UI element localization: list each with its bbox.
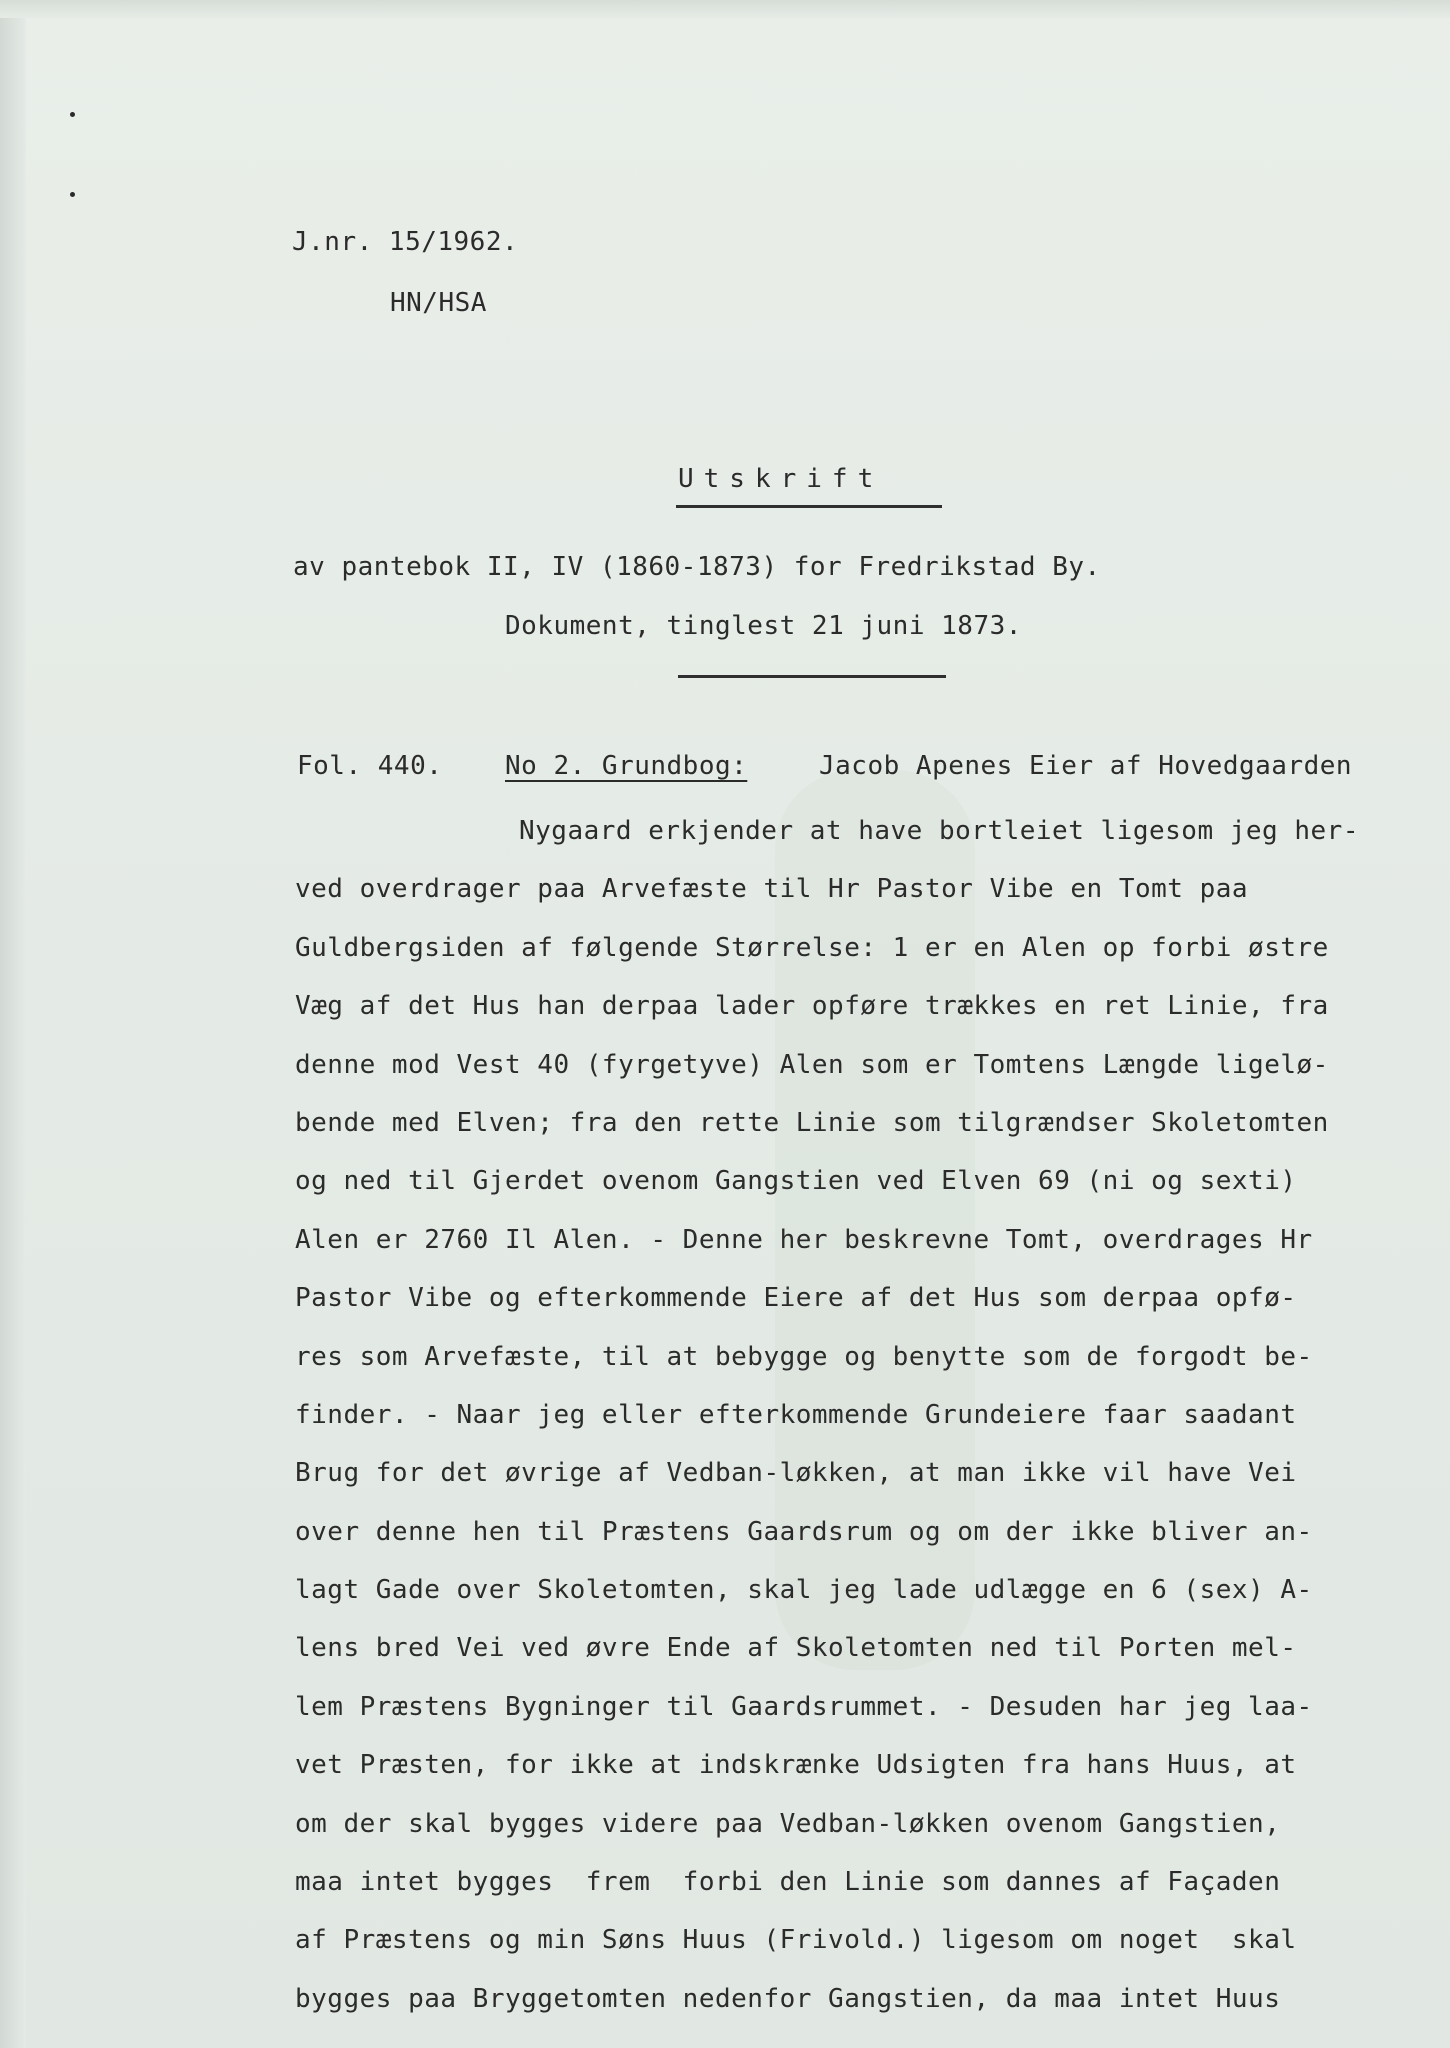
- entry-line: bende med Elven; fra den rette Linie som tilgrændser Skoletomten: [295, 1107, 1329, 1138]
- entry-line: Brug for det øvrige af Vedban-løkken, at man ikke vil have Vei: [295, 1458, 1297, 1489]
- punch-hole-mark: [70, 192, 75, 197]
- entry-line: lem Præstens Bygninger til Gaardsrummet. - Desuden har jeg laa-: [295, 1691, 1313, 1722]
- entry-line: finder. - Naar jeg eller efterkommende Grundeiere faar saadant: [295, 1399, 1297, 1430]
- entry-line: Guldbergsiden af følgende Størrelse: 1 er en Alen op forbi østre: [295, 932, 1329, 963]
- entry-body-text: [295, 802, 1435, 2028]
- subtitle-line-2: Dokument, tinglest 21 juni 1873.: [505, 611, 1022, 641]
- entry-line: lens bred Vei ved øvre Ende af Skoletomten ned til Porten mel-: [295, 1633, 1297, 1664]
- entry-line: res som Arvefæste, til at bebygge og benytte som de forgodt be-: [295, 1341, 1313, 1372]
- entry-line: Væg af det Hus han derpaa lader opføre trækkes en ret Linie, fra: [295, 991, 1329, 1022]
- entry-line: vet Præsten, for ikke at indskrænke Udsigten fra hans Huus, at: [295, 1750, 1297, 1781]
- journal-number: J.nr. 15/1962.: [292, 227, 519, 257]
- entry-line: denne mod Vest 40 (fyrgetyve) Alen som er Tomtens Længde ligelø-: [295, 1049, 1329, 1080]
- entry-first-line: Jacob Apenes Eier af Hovedgaarden: [819, 751, 1353, 781]
- entry-line: Nygaard erkjender at have bortleiet ligesom jeg her-: [519, 816, 1359, 846]
- subtitle-line-1: av pantebok II, IV (1860-1873) for Fredrikstad By.: [293, 552, 1101, 582]
- entry-line: ved overdrager paa Arvefæste til Hr Pastor Vibe en Tomt paa: [295, 874, 1249, 905]
- entry-line: og ned til Gjerdet ovenom Gangstien ved Elven 69 (ni og sexti): [295, 1166, 1297, 1197]
- document-title: Utskrift: [678, 464, 884, 494]
- entry-line: Pastor Vibe og efterkommende Eiere af det Hus som derpaa opfø-: [295, 1283, 1297, 1314]
- folio-number: Fol. 440.: [297, 751, 443, 781]
- entry-line: lagt Gade over Skoletomten, skal jeg lade udlægge en 6 (sex) A-: [295, 1575, 1313, 1606]
- page-left-edge-shadow: [0, 0, 26, 2048]
- case-initials: HN/HSA: [390, 288, 487, 318]
- entry-line: af Præstens og min Søns Huus (Frivold.) ligesom om noget skal: [295, 1925, 1297, 1956]
- punch-hole-mark: [70, 112, 75, 117]
- section-divider-rule: [678, 675, 946, 678]
- entry-line: maa intet bygges frem forbi den Linie som dannes af Façaden: [295, 1867, 1281, 1898]
- grundbog-reference: No 2. Grundbog:: [505, 751, 748, 781]
- entry-line: om der skal bygges videre paa Vedban-løkken ovenom Gangstien,: [295, 1808, 1281, 1839]
- title-underline: [676, 505, 942, 508]
- entry-line: over denne hen til Præstens Gaardsrum og om der ikke bliver an-: [295, 1516, 1313, 1547]
- entry-line: Alen er 2760 Il Alen. - Denne her beskrevne Tomt, overdrages Hr: [295, 1224, 1313, 1255]
- entry-line: bygges paa Bryggetomten nedenfor Gangstien, da maa intet Huus: [295, 1983, 1281, 2014]
- page-top-edge-shadow: [0, 0, 1450, 18]
